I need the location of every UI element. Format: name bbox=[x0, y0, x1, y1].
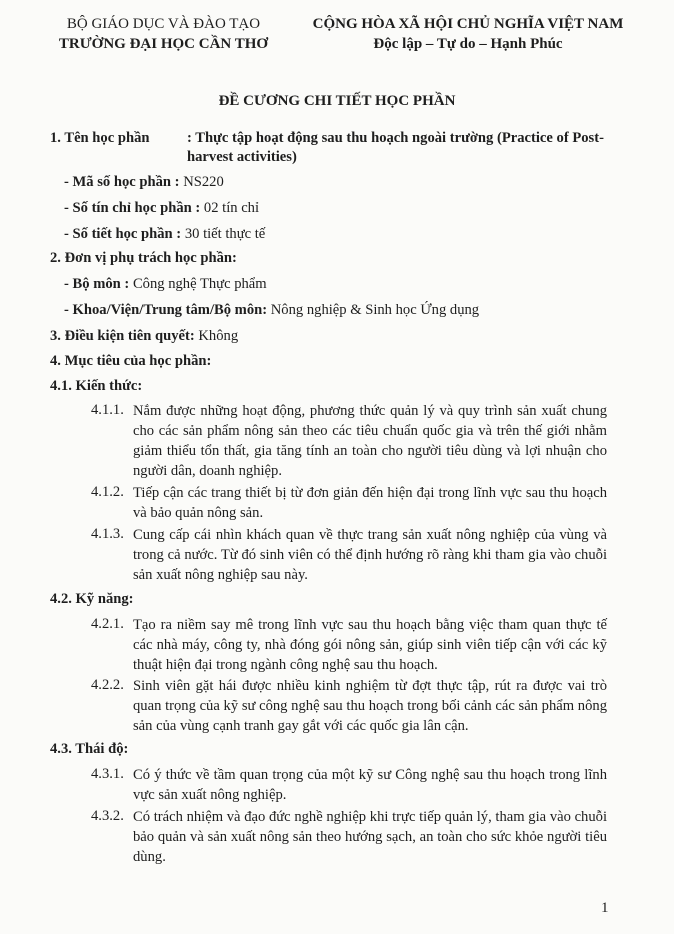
course-code-value: NS220 bbox=[183, 174, 224, 190]
page-number: 1 bbox=[601, 900, 609, 916]
course-code-row bbox=[64, 173, 224, 192]
skills-heading: 4.2. Kỹ năng: bbox=[50, 591, 134, 607]
item-number: 4.2.2. bbox=[91, 677, 124, 693]
attitude-heading: 4.3. Thái độ: bbox=[50, 741, 129, 757]
national-header bbox=[283, 14, 653, 54]
item-text: Cung cấp cái nhìn khách quan về thực trang sản xuất nông nghiệp của vùng và trong cả nước. Từ đó sinh viên có thể định hướng rõ ràng khi tham gia vào chuỗi sản xuất nông nghiệp sau này. bbox=[133, 527, 607, 583]
department-row bbox=[64, 275, 267, 294]
department-label: - Bộ môn : bbox=[64, 276, 130, 292]
university-name: TRƯỜNG ĐẠI HỌC CẦN THƠ bbox=[58, 36, 269, 52]
item-text: Tạo ra niềm say mê trong lĩnh vực sau thu hoạch bằng việc tham quan thực tế các nhà máy, công ty, nhà đóng gói nông sản, giúp sinh viên tiếp cận với các kỹ thuật hiện đại trong ngành công nghệ sau thu hoạch. bbox=[133, 617, 607, 673]
item-text: Có ý thức về tầm quan trọng của một kỹ sư Công nghệ sau thu hoạch trong lĩnh vực sản xuất nông nghiệp. bbox=[133, 767, 607, 803]
item-number: 4.3.2. bbox=[91, 808, 124, 824]
prerequisite-row bbox=[50, 327, 238, 346]
document-title: ĐỀ CƯƠNG CHI TIẾT HỌC PHẦN bbox=[218, 93, 456, 109]
national-motto: Độc lập – Tự do – Hạnh Phúc bbox=[373, 36, 563, 52]
periods-row bbox=[64, 225, 265, 244]
item-text: Tiếp cận các trang thiết bị từ đơn giản đến hiện đại trong lĩnh vực sau thu hoạch và bảo quản nông sản. bbox=[133, 485, 607, 521]
knowledge-heading: 4.1. Kiến thức: bbox=[50, 378, 143, 394]
section-4-heading: 4. Mục tiêu của học phần: bbox=[50, 353, 212, 369]
item-number: 4.1.2. bbox=[91, 484, 124, 500]
section-2-heading: 2. Đơn vị phụ trách học phần: bbox=[50, 250, 237, 266]
item-number: 4.1.3. bbox=[91, 526, 124, 542]
prerequisite-value: Không bbox=[198, 328, 239, 344]
item-number: 4.3.1. bbox=[91, 766, 124, 782]
item-number: 4.2.1. bbox=[91, 616, 124, 632]
periods-label: - Số tiết học phần : bbox=[64, 226, 182, 242]
ministry-name: BỘ GIÁO DỤC VÀ ĐÀO TẠO bbox=[66, 16, 261, 32]
course-code-label: - Mã số học phần : bbox=[64, 174, 180, 190]
item-text: Nắm được những hoạt động, phương thức quản lý và quy trình sản xuất chung cho các sản phẩm nông sản theo các tiêu chuẩn quốc gia và trên thế giới nhằm giảm thiểu tổn thất, gia tăng tính an toàn cho người tiêu dùng và lợi nhuận cho người dân, doanh nghiệp. bbox=[133, 403, 607, 479]
item-number: 4.1.1. bbox=[91, 402, 124, 418]
faculty-label: - Khoa/Viện/Trung tâm/Bộ môn: bbox=[64, 302, 268, 318]
faculty-value: Nông nghiệp & Sinh học Ứng dụng bbox=[270, 302, 480, 318]
credits-label: - Số tín chỉ học phần : bbox=[64, 200, 201, 216]
faculty-row bbox=[64, 301, 479, 320]
prerequisite-label: 3. Điều kiện tiên quyết: bbox=[50, 328, 195, 344]
country-name: CỘNG HÒA XÃ HỘI CHỦ NGHĨA VIỆT NAM bbox=[312, 16, 624, 32]
credits-row bbox=[64, 199, 259, 218]
item-text: Sinh viên gặt hái được nhiều kinh nghiệm từ đợt thực tập, rút ra được vai trò quan trọng của kỹ sư công nghệ sau thu hoạch trong bối cảnh các sản phẩm nông sản của vùng cạnh tranh gay gắt với các quốc gia lân cận. bbox=[133, 678, 607, 734]
institution-header bbox=[46, 14, 281, 54]
item-text: Có trách nhiệm và đạo đức nghề nghiệp khi trực tiếp quản lý, tham gia vào chuỗi bảo quản và sản xuất nông sản theo hướng sạch, an toàn cho sức khỏe người tiêu dùng. bbox=[133, 809, 607, 865]
periods-value: 30 tiết thực tế bbox=[184, 226, 266, 242]
credits-value: 02 tín chỉ bbox=[203, 200, 260, 216]
department-value: Công nghệ Thực phẩm bbox=[132, 276, 267, 292]
course-name-value: : Thực tập hoạt động sau thu hoạch ngoài trường (Practice of Post-harvest activities) bbox=[187, 130, 604, 165]
course-name-label: 1. Tên học phần bbox=[50, 130, 150, 146]
